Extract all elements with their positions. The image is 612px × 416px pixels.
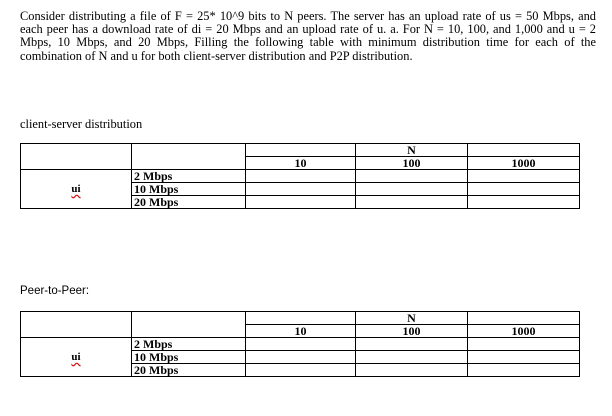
n-value: 100 [356,157,468,170]
u-label-cell [21,338,132,377]
corner-cell [21,144,132,170]
u-label-cell [21,170,132,209]
answer-cell[interactable] [356,170,468,183]
rate-cell: 10 Mbps [132,183,246,196]
client-server-label: client-server distribution [20,117,143,131]
blank-cell [246,312,356,325]
u-label: ui [71,351,81,363]
n-value: 10 [246,157,356,170]
answer-cell[interactable] [356,351,468,364]
n-value: 1000 [468,325,580,338]
answer-cell[interactable] [468,183,580,196]
answer-cell[interactable] [468,351,580,364]
answer-cell[interactable] [246,338,356,351]
answer-cell[interactable] [246,364,356,377]
table-row [21,312,580,325]
corner-cell [132,144,246,170]
n-header: N [356,144,468,157]
table-row [21,170,580,183]
corner-cell [132,312,246,338]
answer-cell[interactable] [246,351,356,364]
rate-cell: 20 Mbps [132,364,246,377]
client-server-table [20,143,580,209]
blank-cell [468,144,580,157]
blank-cell [468,312,580,325]
answer-cell[interactable] [246,170,356,183]
peer-to-peer-table [20,311,580,377]
answer-cell[interactable] [468,338,580,351]
answer-cell[interactable] [246,196,356,209]
peer-to-peer-label: Peer-to-Peer: [20,285,90,297]
corner-cell [21,312,132,338]
answer-cell[interactable] [246,183,356,196]
u-label: ui [71,183,81,195]
problem-statement: Consider distributing a file of F = 25* 10^9 bits to N peers. The server has an upload rate of us = 50 Mbps, and each peer has a download rate of di = 20 Mbps and an upload rate of u. a. For N = 10, 100, and 1,000 and u = 2 Mbps, 10 Mbps, and 20 Mbps, Filling the following table with minimum distribution time for each of the combination of N and u for both client-server distribution and P2P distribution. [20,9,596,63]
blank-cell [246,144,356,157]
answer-cell[interactable] [356,338,468,351]
rate-cell: 2 Mbps [132,170,246,183]
table-row [21,144,580,157]
rate-cell: 2 Mbps [132,338,246,351]
table-row [21,338,580,351]
n-value: 100 [356,325,468,338]
answer-cell[interactable] [356,183,468,196]
answer-cell[interactable] [356,196,468,209]
n-header: N [356,312,468,325]
answer-cell[interactable] [468,364,580,377]
rate-cell: 10 Mbps [132,351,246,364]
answer-cell[interactable] [468,196,580,209]
n-value: 10 [246,325,356,338]
answer-cell[interactable] [356,364,468,377]
n-value: 1000 [468,157,580,170]
answer-cell[interactable] [468,170,580,183]
rate-cell: 20 Mbps [132,196,246,209]
